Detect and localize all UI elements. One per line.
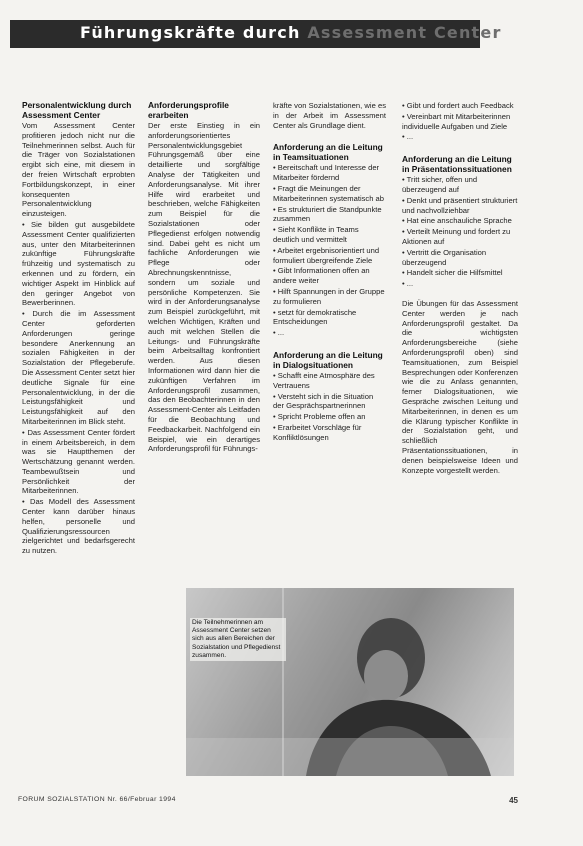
section-heading: Anforderung an die Leitung in Präsentationssituationen	[402, 154, 512, 175]
column-2	[148, 100, 260, 454]
list-item: • Gibt Informationen offen an andere weiter	[273, 266, 370, 286]
list-item: • Handelt sicher die Hilfsmittel	[402, 268, 503, 278]
paragraph: Die Übungen für das Assessment Center werden je nach Anforderungsprofil gestaltet. Da die wichtigsten Anforderungsbereiche (siehe Anforderungsprofil oben) sind Teamsituationen, zum Beispiel Besprechungen oder Konferenzen wie die zu Anlass genannten, ferner Dialogsituationen, wie Gespräche zwischen Leitung und Mitarbeiterinnen, in denen es um die Klärung typischer Konflikte in der Sozialstation geht, und schließlich Präsentationssituationen, in denen beispielsweise Ideen und Konzepte vorgestellt werden.	[402, 298, 518, 475]
list-item: • Hilft Spannungen in der Gruppe zu formulieren	[273, 286, 385, 306]
list-item: • Versteht sich in die Situation der Gesprächspartnerinnen	[273, 391, 374, 411]
column-4	[402, 100, 518, 475]
list-item: • Fragt die Meinungen der Mitarbeiterinnen systematisch ab	[273, 183, 385, 203]
journal-name: FORUM SOZIALSTATION Nr. 66/Februar 1994	[18, 796, 176, 803]
list-item: • Hat eine anschauliche Sprache	[402, 216, 512, 226]
list-item: • ...	[402, 279, 414, 289]
list-item: • Vertritt die Organisation überzeugend	[402, 247, 487, 267]
list-item: • Verteilt Meinung und fordert zu Aktionen auf	[402, 227, 511, 246]
list-item: • Tritt sicher, offen und überzeugend auf	[402, 175, 478, 194]
list-item: • Gibt und fordert auch Feedback	[402, 101, 514, 110]
bullet-paragraph: • Durch die im Assessment Center geforderten Anforderungen geringe besondere Anerkennung an sozialen Fähigkeiten in der Sozialstation der Pflegeberufe. Die Assessment Center setzt hier deutliche Signale für eine Personalentwicklung, in der die Leistungsfähigkeit und Leistungsfähigkeit auf den Mitarbeiterinnen im Blick steht.	[22, 309, 135, 426]
paragraph: Vom Assessment Center profitieren jedoch nicht nur die Teilnehmerinnen selbst. Auch für die Träger von Sozialstationen ergibt sich eine, mit diesem in der freien Wirtschaft erprobten Fortbildungskonzept, in einer konsequenten Personalentwicklung einzusteigen.	[22, 121, 135, 219]
page-title	[80, 23, 502, 42]
column-1	[22, 100, 135, 556]
title-main: Führungskräfte durch	[80, 23, 301, 42]
list-item: • Denkt und präsentiert strukturiert und nachvollziehbar	[402, 195, 518, 215]
list-item: • setzt für demokratische Entscheidungen	[273, 307, 357, 327]
page-number: 45	[509, 796, 518, 805]
list-item: • ...	[402, 132, 414, 142]
bullet-paragraph: • Das Modell des Assessment Center kann darüber hinaus helfen, personelle und Qualifizierungsressourcen zielgerichtet und bedarfsgerecht zu nutzen.	[22, 497, 135, 556]
list-item: • Sieht Konflikte in Teams deutlich und vermittelt	[273, 225, 359, 244]
photo	[186, 588, 514, 776]
list-item: • Vereinbart mit Mitarbeiterinnen individuelle Aufgaben und Ziele	[402, 111, 511, 131]
bullet-paragraph: • Das Assessment Center fördert in einem Arbeitsbereich, in dem was sie Hauptthemen der Wertschätzung genannt werden. Teambewußtsein und Persönlichkeit der Mitarbeiterinnen.	[22, 427, 135, 496]
title-faded: Assessment Center	[307, 23, 502, 42]
section-heading: Anforderung an die Leitung in Dialogsituationen	[273, 349, 383, 370]
paragraph: kräfte von Sozialstationen, wie es in der Arbeit im Assessment Center als Grundlage dient.	[273, 101, 386, 130]
bullet-paragraph: • Sie bilden gut ausgebildete Assessment Center qualifizierten aus, unter den Mitarbeiterinnen zukünftige Führungskräfte frühzeitig und systematisch zu erkennen und zu fördern, ein wichtiger Aspekt im Hinblick auf den geringer Angebot von Bewerberinnen.	[22, 219, 135, 308]
header-band	[10, 20, 502, 48]
section-heading: Anforderungsprofile erarbeiten	[148, 100, 229, 120]
column-3	[273, 100, 386, 443]
list-item: • Spricht Probleme offen an	[273, 412, 366, 422]
section-heading: Personalentwicklung durch Assessment Center	[22, 100, 132, 120]
paragraph: Der erste Einstieg in ein anforderungsorientiertes Personalentwicklungsgebiet Führungsgemäß über eine detaillierte und sorgfältige Analyse der Tätigkeiten und Anforderungsanalyse. Mit ihrer Hilfe wird erarbeitet und beschrieben, welche Fähigkeiten zum Beispiel für die Sozialstationen oder Pflegedienst erfolgen notwendig sind. Dabei geht es nicht um fachliche Anforderungen wie Pflege oder Abrechnungskenntnisse, sondern um soziale und persönliche Kompetenzen. Sie wird in der Anforderungsanalyse zum Beispiel zurückgeführt, mit welchen Wichtigen, Kräften und auch mit welchen Stellen die Leitungs- und Führungskräfte beim Arbeitsalltag konfrontiert werden. Aus diesen Informationen wird dann hier die zukünftigen Verfahren im Anforderungsprofil zusammen, das den Beobachterinnen in den Assessment-Center als Leitfaden für die Beobachtung und Feedbackarbeit. Nachfolgend ein Beispiel, wie ein derartiges Anforderungsprofil für Führungs-	[148, 121, 260, 454]
photo-caption: Die Teilnehmerinnen am Assessment Center setzen sich aus allen Bereichen der Sozialstation und Pflegedienst zusammen.	[190, 618, 286, 661]
section-heading: Anforderung an die Leitung in Teamsituationen	[273, 142, 383, 163]
list-item: • Es strukturiert die Standpunkte zusammen	[273, 204, 382, 224]
list-item: • Arbeitet ergebnisorientiert und formuliert übergreifende Ziele	[273, 245, 380, 265]
list-item: • Bereitschaft und Interesse der Mitarbeiter fördernd	[273, 163, 380, 183]
list-item: • Erarbeitet Vorschläge für Konfliktlösungen	[273, 422, 362, 442]
photo-illustration	[186, 588, 514, 776]
list-item: • ...	[273, 328, 285, 338]
list-item: • Schafft eine Atmosphäre des Vertrauens	[273, 370, 375, 390]
footer	[18, 796, 518, 808]
